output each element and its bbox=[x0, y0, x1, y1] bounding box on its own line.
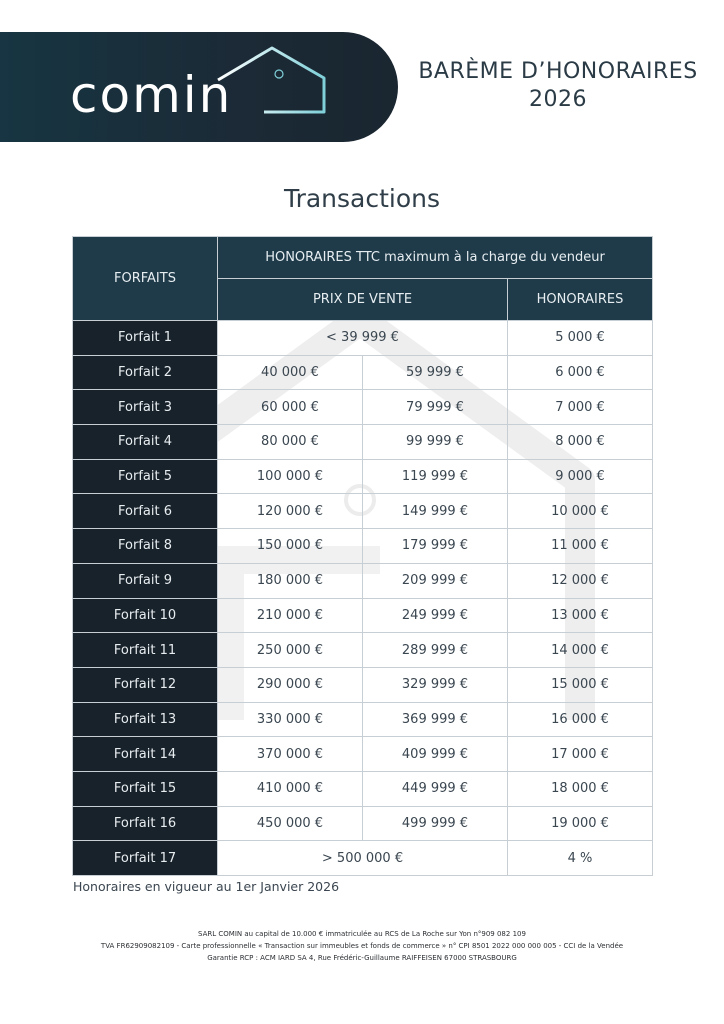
price-max: 59 999 € bbox=[363, 355, 508, 390]
fee-value: 15 000 € bbox=[508, 667, 653, 702]
legal-notice bbox=[0, 928, 724, 964]
fee-value: 9 000 € bbox=[508, 459, 653, 494]
price-max: 289 999 € bbox=[363, 633, 508, 668]
table-row bbox=[73, 841, 653, 876]
fee-value: 18 000 € bbox=[508, 771, 653, 806]
price-min: 290 000 € bbox=[218, 667, 363, 702]
table-row bbox=[73, 702, 653, 737]
header-group: HONORAIRES TTC maximum à la charge du vendeur bbox=[218, 237, 653, 279]
forfait-label: Forfait 14 bbox=[73, 737, 218, 772]
forfait-label: Forfait 9 bbox=[73, 563, 218, 598]
document-title bbox=[398, 58, 718, 114]
table-row bbox=[73, 633, 653, 668]
forfait-label: Forfait 17 bbox=[73, 841, 218, 876]
fee-value: 6 000 € bbox=[508, 355, 653, 390]
table-row bbox=[73, 598, 653, 633]
price-min: 60 000 € bbox=[218, 390, 363, 425]
logo-text: comin bbox=[70, 66, 233, 124]
header-prix: PRIX DE VENTE bbox=[218, 279, 508, 321]
table-row bbox=[73, 563, 653, 598]
price-min: 450 000 € bbox=[218, 806, 363, 841]
price-max: 329 999 € bbox=[363, 667, 508, 702]
price-max: 499 999 € bbox=[363, 806, 508, 841]
price-min: 150 000 € bbox=[218, 529, 363, 564]
forfait-label: Forfait 6 bbox=[73, 494, 218, 529]
fee-value: 8 000 € bbox=[508, 425, 653, 460]
fee-value: 16 000 € bbox=[508, 702, 653, 737]
table-row bbox=[73, 771, 653, 806]
price-min: 370 000 € bbox=[218, 737, 363, 772]
forfait-label: Forfait 16 bbox=[73, 806, 218, 841]
price-max: 179 999 € bbox=[363, 529, 508, 564]
forfait-label: Forfait 5 bbox=[73, 459, 218, 494]
table-row bbox=[73, 459, 653, 494]
table-row bbox=[73, 667, 653, 702]
forfait-label: Forfait 11 bbox=[73, 633, 218, 668]
legal-line-2: TVA FR62909082109 - Carte professionnelle « Transaction sur immeubles et fonds de commerce » n° CPI 8501 2022 000 000 005 - CCI de la Vendée bbox=[100, 942, 624, 950]
price-range: > 500 000 € bbox=[218, 841, 508, 876]
price-max: 119 999 € bbox=[363, 459, 508, 494]
legal-line-3: Garantie RCP : ACM IARD SA 4, Rue Frédéric-Guillaume RAIFFEISEN 67000 STRASBOURG bbox=[207, 954, 517, 962]
title-line2: 2026 bbox=[529, 87, 587, 112]
price-min: 120 000 € bbox=[218, 494, 363, 529]
price-min: 80 000 € bbox=[218, 425, 363, 460]
forfait-label: Forfait 13 bbox=[73, 702, 218, 737]
price-max: 369 999 € bbox=[363, 702, 508, 737]
price-min: 330 000 € bbox=[218, 702, 363, 737]
table-row bbox=[73, 737, 653, 772]
fee-value: 13 000 € bbox=[508, 598, 653, 633]
legal-line-1: SARL COMIN au capital de 10.000 € immatriculée au RCS de La Roche sur Yon n°909 082 109 bbox=[198, 930, 526, 938]
forfait-label: Forfait 12 bbox=[73, 667, 218, 702]
fee-value: 5 000 € bbox=[508, 321, 653, 356]
table-row bbox=[73, 425, 653, 460]
price-max: 149 999 € bbox=[363, 494, 508, 529]
price-min: 180 000 € bbox=[218, 563, 363, 598]
table-row bbox=[73, 390, 653, 425]
header-honoraires: HONORAIRES bbox=[508, 279, 653, 321]
table-row bbox=[73, 529, 653, 564]
effective-date-note: Honoraires en vigueur au 1er Janvier 2026 bbox=[73, 879, 340, 894]
table-row bbox=[73, 355, 653, 390]
title-line1: BARÈME D’HONORAIRES bbox=[418, 59, 698, 84]
table-row bbox=[73, 494, 653, 529]
price-max: 249 999 € bbox=[363, 598, 508, 633]
fees-table bbox=[72, 236, 653, 876]
forfait-label: Forfait 8 bbox=[73, 529, 218, 564]
comin-logo bbox=[68, 42, 328, 132]
forfait-label: Forfait 2 bbox=[73, 355, 218, 390]
fee-value: 4 % bbox=[508, 841, 653, 876]
price-max: 99 999 € bbox=[363, 425, 508, 460]
fee-value: 11 000 € bbox=[508, 529, 653, 564]
price-max: 449 999 € bbox=[363, 771, 508, 806]
fee-value: 14 000 € bbox=[508, 633, 653, 668]
price-max: 209 999 € bbox=[363, 563, 508, 598]
price-max: 409 999 € bbox=[363, 737, 508, 772]
forfait-label: Forfait 3 bbox=[73, 390, 218, 425]
header-forfaits: FORFAITS bbox=[73, 237, 218, 321]
price-max: 79 999 € bbox=[363, 390, 508, 425]
forfait-label: Forfait 15 bbox=[73, 771, 218, 806]
table-row bbox=[73, 321, 653, 356]
fee-value: 7 000 € bbox=[508, 390, 653, 425]
forfait-label: Forfait 10 bbox=[73, 598, 218, 633]
forfait-label: Forfait 1 bbox=[73, 321, 218, 356]
price-range: < 39 999 € bbox=[218, 321, 508, 356]
section-title: Transactions bbox=[283, 184, 441, 213]
forfait-label: Forfait 4 bbox=[73, 425, 218, 460]
fee-value: 19 000 € bbox=[508, 806, 653, 841]
fee-value: 10 000 € bbox=[508, 494, 653, 529]
price-min: 250 000 € bbox=[218, 633, 363, 668]
fee-value: 17 000 € bbox=[508, 737, 653, 772]
table-row bbox=[73, 806, 653, 841]
price-min: 100 000 € bbox=[218, 459, 363, 494]
price-min: 410 000 € bbox=[218, 771, 363, 806]
price-min: 40 000 € bbox=[218, 355, 363, 390]
price-min: 210 000 € bbox=[218, 598, 363, 633]
fee-value: 12 000 € bbox=[508, 563, 653, 598]
